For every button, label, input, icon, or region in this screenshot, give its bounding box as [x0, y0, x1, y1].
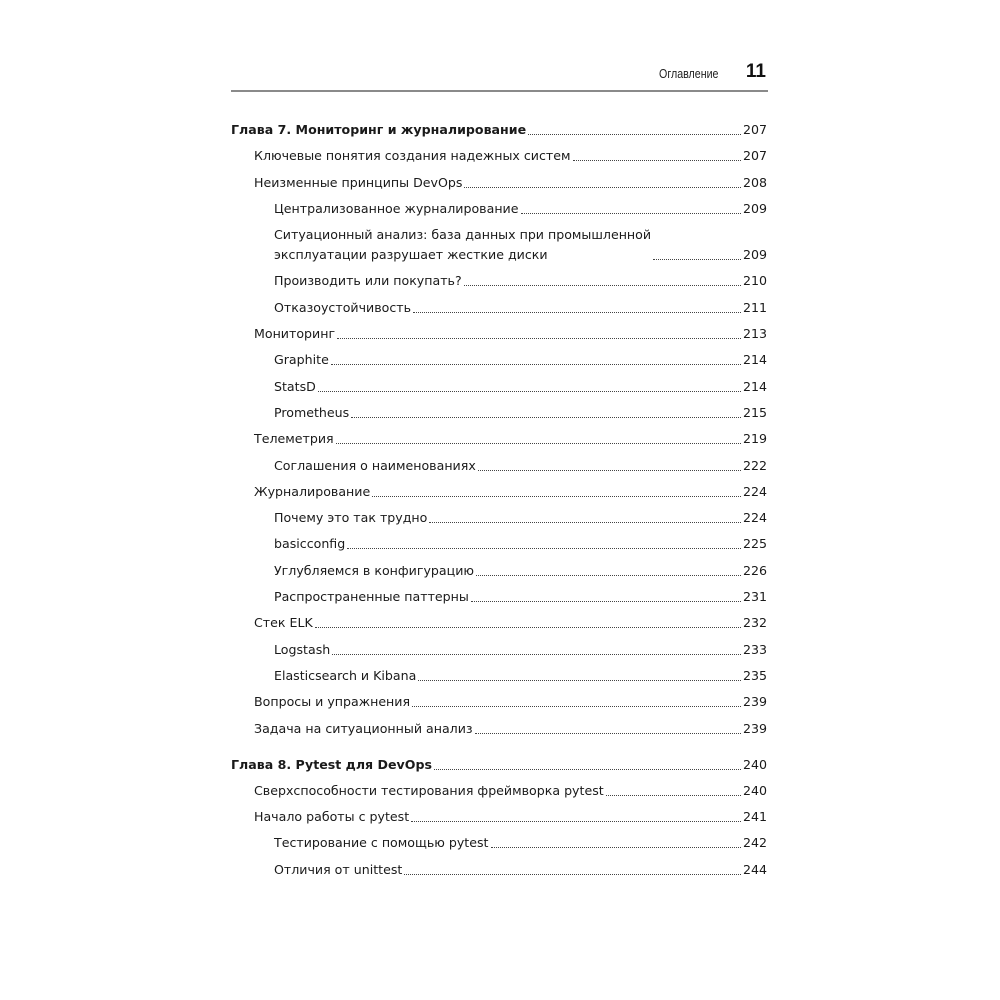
running-header — [231, 60, 768, 92]
toc-entry-page: 226 — [742, 562, 767, 578]
toc-entry — [231, 666, 767, 686]
toc-entry-title: Производить или покупать? — [274, 273, 462, 289]
dot-leader — [434, 769, 741, 770]
toc-entry-title: Отказоустойчивость — [274, 299, 412, 315]
toc-entry-title: Ключевые понятия создания надежных систем — [254, 148, 571, 164]
toc-entry-title: Стек ELK — [254, 615, 313, 631]
toc-entry — [231, 860, 767, 880]
toc-entry-title: Почему это так трудно — [274, 510, 428, 526]
dot-leader — [528, 134, 741, 135]
toc-entry — [231, 377, 767, 397]
dot-leader — [471, 601, 741, 602]
dot-leader — [413, 312, 741, 313]
toc-entry-title: Централизованное журналирование — [274, 200, 519, 216]
toc-entry — [231, 429, 767, 449]
dot-leader — [464, 187, 740, 188]
toc-entry-title: Logstash — [274, 641, 331, 657]
toc-entry — [231, 403, 767, 423]
toc-entry — [231, 350, 767, 370]
toc-entry — [231, 613, 767, 633]
toc-entry — [231, 225, 767, 265]
toc-entry — [231, 692, 767, 712]
toc-entry-title: StatsD — [274, 378, 316, 394]
dot-leader — [418, 680, 741, 681]
toc-entry-page: 210 — [742, 273, 767, 289]
dot-leader — [318, 391, 741, 392]
toc-entry-title: Задача на ситуационный анализ — [254, 720, 473, 736]
toc-entry — [231, 640, 767, 660]
toc-entry-page: 215 — [742, 404, 767, 420]
toc-entry — [231, 456, 767, 476]
table-of-contents — [231, 120, 767, 886]
toc-entry-page: 208 — [742, 174, 767, 190]
toc-entry-page: 207 — [742, 122, 767, 137]
toc-entry-page: 241 — [742, 809, 767, 825]
toc-entry-page: 242 — [742, 835, 767, 851]
toc-chapter-entry — [231, 755, 767, 775]
dot-leader — [464, 285, 741, 286]
toc-entry — [231, 534, 767, 554]
dot-leader — [653, 259, 741, 260]
toc-entry-title: Журналирование — [254, 483, 371, 499]
header-title: Оглавление — [658, 66, 718, 81]
toc-entry — [231, 561, 767, 581]
page-number: 11 — [745, 61, 766, 82]
dot-leader — [331, 364, 741, 365]
toc-entry-page: 213 — [742, 326, 767, 342]
toc-entry-page: 222 — [742, 457, 767, 473]
toc-entry-page: 235 — [742, 667, 767, 683]
toc-entry-title: Неизменные принципы DevOps — [254, 174, 463, 190]
toc-entry-page: 209 — [742, 247, 767, 263]
toc-entry — [231, 807, 767, 827]
dot-leader — [606, 795, 741, 796]
toc-entry-title: Ситуационный анализ: база данных при промышленной эксплуатации разрушает жесткие диски — [274, 227, 652, 263]
dot-leader — [351, 417, 741, 418]
dot-leader — [404, 874, 741, 875]
toc-entry-title: Prometheus — [274, 404, 350, 420]
dot-leader — [476, 575, 741, 576]
toc-entry-title: Углубляемся в конфигурацию — [274, 562, 474, 578]
dot-leader — [336, 443, 741, 444]
toc-entry-page: 209 — [742, 200, 767, 216]
toc-entry-title: Начало работы с pytest — [254, 809, 410, 825]
toc-entry-title: Отличия от unittest — [274, 861, 403, 877]
toc-entry-page: 244 — [742, 861, 767, 877]
toc-entry-title: basicconfig — [274, 536, 346, 552]
toc-entry — [231, 508, 767, 528]
dot-leader — [411, 821, 741, 822]
dot-leader — [337, 338, 741, 339]
toc-entry-title: Глава 8. Pytest для DevOps — [231, 756, 432, 772]
toc-entry-page: 232 — [742, 615, 767, 631]
toc-entry-title: Телеметрия — [254, 431, 334, 447]
dot-leader — [347, 548, 741, 549]
dot-leader — [478, 470, 741, 471]
toc-entry-page: 224 — [742, 483, 767, 499]
toc-entry — [231, 173, 767, 193]
toc-entry — [231, 719, 767, 739]
toc-entry — [231, 482, 767, 502]
dot-leader — [429, 522, 741, 523]
dot-leader — [315, 627, 741, 628]
toc-entry-title: Тестирование с помощью pytest — [274, 835, 489, 851]
toc-entry — [231, 833, 767, 853]
toc-entry — [231, 324, 767, 344]
dot-leader — [521, 213, 741, 214]
toc-entry — [231, 587, 767, 607]
toc-entry-page: 219 — [742, 431, 767, 447]
toc-entry-page: 214 — [742, 352, 767, 368]
toc-entry-page: 233 — [742, 641, 767, 657]
toc-entry-title: Соглашения о наименованиях — [274, 457, 476, 473]
toc-entry — [231, 298, 767, 318]
toc-chapter-entry — [231, 120, 767, 140]
toc-entry-page: 211 — [742, 299, 767, 315]
dot-leader — [412, 706, 741, 707]
toc-entry-page: 239 — [742, 694, 767, 710]
toc-entry-title: Распространенные паттерны — [274, 589, 469, 605]
toc-entry-page: 231 — [742, 589, 767, 605]
toc-entry-page: 214 — [742, 378, 767, 394]
toc-entry — [231, 146, 767, 166]
dot-leader — [332, 654, 741, 655]
toc-entry-title: Сверхспособности тестирования фреймворка pytest — [254, 782, 604, 798]
toc-entry-page: 207 — [742, 148, 767, 164]
toc-entry-title: Глава 7. Мониторинг и журналирование — [231, 122, 527, 137]
toc-entry-title: Мониторинг — [254, 326, 336, 342]
toc-entry — [231, 199, 767, 219]
toc-entry-title: Вопросы и упражнения — [254, 694, 411, 710]
toc-entry-page: 225 — [742, 536, 767, 552]
toc-entry-title: Elasticsearch и Kibana — [274, 667, 417, 683]
dot-leader — [372, 496, 741, 497]
dot-leader — [491, 847, 741, 848]
toc-entry-page: 240 — [742, 782, 767, 798]
toc-entry-title: Graphite — [274, 352, 329, 368]
toc-entry — [231, 271, 767, 291]
toc-entry — [231, 781, 767, 801]
dot-leader — [475, 733, 741, 734]
toc-entry-page: 224 — [742, 510, 767, 526]
dot-leader — [573, 160, 741, 161]
toc-entry-page: 240 — [742, 756, 767, 772]
toc-entry-page: 239 — [742, 720, 767, 736]
